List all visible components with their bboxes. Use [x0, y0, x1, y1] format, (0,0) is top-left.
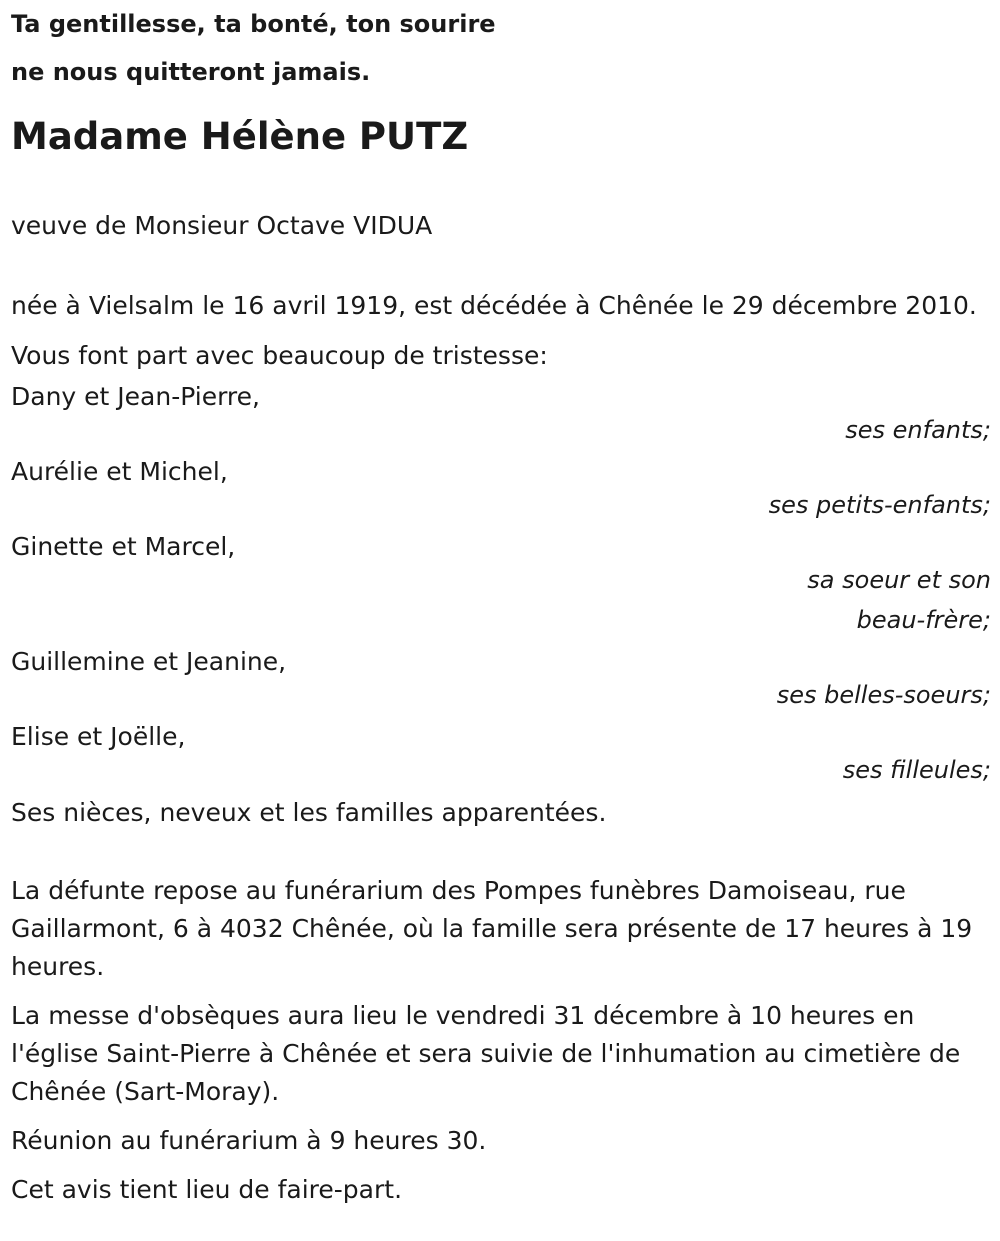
extended-family-text: Ses nièces, neveux et les familles apparentées.: [11, 798, 607, 827]
relative-names: Guillemine et Jeanine,: [11, 647, 287, 676]
closing-text: Cet avis tient lieu de faire-part.: [11, 1175, 403, 1204]
meeting-text: Réunion au funérarium à 9 heures 30.: [11, 1126, 487, 1155]
obituary-notice: [11, 0, 991, 1209]
relative-entry: [11, 459, 991, 525]
relative-names: Ginette et Marcel,: [11, 532, 236, 561]
relative-names: Dany et Jean-Pierre,: [11, 382, 260, 411]
relative-entry: [11, 384, 991, 450]
birth-death-text: née à Vielsalm le 16 avril 1919, est décédée à Chênée le 29 décembre 2010.: [11, 291, 977, 320]
relative-relation: ses filleules;: [842, 756, 991, 784]
relative-relation: ses enfants;: [845, 416, 991, 444]
relative-entry: [11, 534, 991, 640]
relative-entry: [11, 724, 991, 790]
announcement-intro: Vous font part avec beaucoup de tristesse:: [11, 341, 548, 370]
mass-text: La messe d'obsèques aura lieu le vendredi 31 décembre à 10 heures en l'église Saint-Pierre à Chênée et sera suivie de l'inhumation au cimetière de Chênée (Sart-Moray).: [11, 1001, 961, 1106]
epitaph-line-1: Ta gentillesse, ta bonté, ton sourire: [11, 10, 496, 38]
spouse-line: veuve de Monsieur Octave VIDUA: [11, 211, 433, 240]
relative-entry: [11, 649, 991, 715]
epitaph-line-2: ne nous quitteront jamais.: [11, 58, 371, 86]
relative-relation: sa soeur et son beau-frère;: [807, 566, 991, 634]
relative-names: Aurélie et Michel,: [11, 457, 228, 486]
relative-relation: ses belles-soeurs;: [776, 681, 991, 709]
relative-relation: ses petits-enfants;: [768, 491, 991, 519]
deceased-name: Madame Hélène PUTZ: [11, 115, 469, 158]
relative-names: Elise et Joëlle,: [11, 722, 186, 751]
funeral-home-text: La défunte repose au funérarium des Pompes funèbres Damoiseau, rue Gaillarmont, 6 à 4032 Chênée, où la famille sera présente de 17 heures à 19 heures.: [11, 876, 973, 981]
